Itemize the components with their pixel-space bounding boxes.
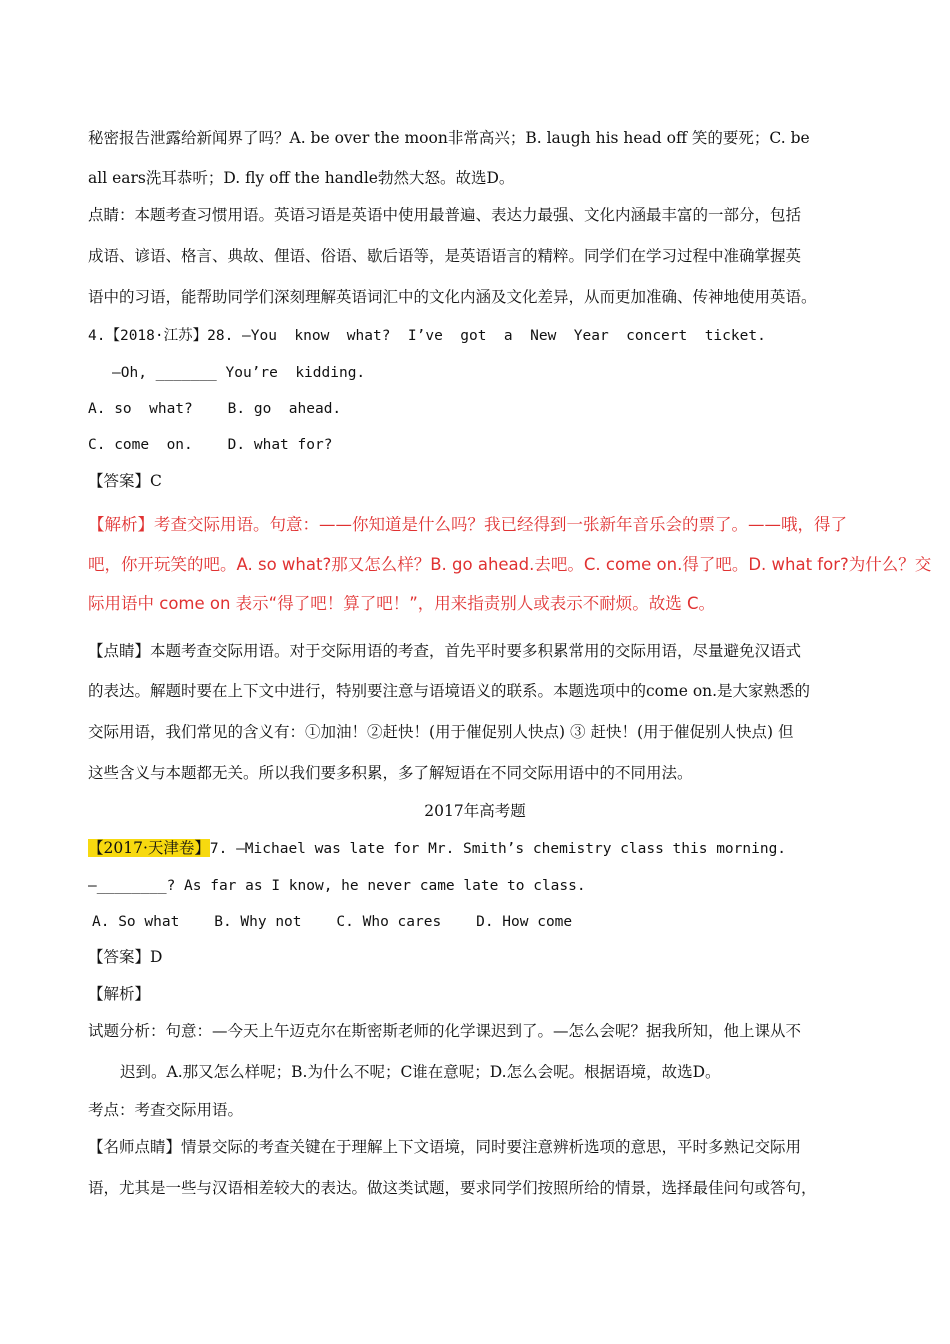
source-tag-highlight: 【2017·天津卷】 (88, 839, 210, 857)
section-heading-2017: 2017年高考题 (424, 802, 526, 820)
question-4-response: —Oh, _______ You’re kidding. (112, 365, 366, 381)
question-7-analysis: 试题分析：句意：—今天上午迈克尔在斯密斯老师的化学课迟到了。—怎么会呢？据我所知，他上课从不 (88, 1022, 802, 1040)
question-4-analysis: 【解析】考查交际用语。句意：——你知道是什么吗？我已经得到一张新年音乐会的票了。——哦，得了 (88, 515, 847, 534)
text-line: 的表达。解题时要在上下文中进行，特别要注意与语境语义的联系。本题选项中的come on.是大家熟悉的 (88, 682, 811, 700)
text-line: 语，尤其是一些与汉语相差较大的表达。做这类试题，要求同学们按照所给的情景，选择最佳问句或答句， (88, 1179, 817, 1197)
tip-paragraph: 点睛：本题考查习惯用语。英语习语是英语中使用最普遍、表达力最强、文化内涵最丰富的一部分，包括 (88, 206, 802, 224)
text-line: all ears洗耳恭听；D. fly off the handle勃然大怒。故选D。 (88, 169, 515, 187)
question-4-analysis: 际用语中 come on 表示“得了吧！算了吧！”，用来指责别人或表示不耐烦。故选 C。 (88, 594, 716, 613)
question-7-answer: 【答案】D (88, 948, 163, 966)
text-line: 语中的习语，能帮助同学们深刻理解英语词汇中的文化内涵及文化差异，从而更加准确、传神地使用英语。 (88, 288, 817, 306)
question-7-tip: 【名师点睛】情景交际的考查关键在于理解上下文语境，同时要注意辨析选项的意思，平时多熟记交际用 (88, 1138, 802, 1156)
question-7-response: —________? As far as I know, he never came late to class. (88, 878, 586, 894)
question-7-stem: 7. —Michael was late for Mr. Smith’s chemistry class this morning. (209, 841, 787, 857)
question-7-analysis-label: 【解析】 (88, 985, 151, 1003)
question-4-stem: 4.【2018·江苏】28. —You know what? I’ve got a New Year concert ticket. (88, 328, 766, 344)
question-7-stem-line (88, 837, 878, 860)
question-4-answer: 【答案】C (88, 472, 162, 490)
question-7-analysis: 迟到。A.那又怎么样呢；B.为什么不呢；C谁在意呢；D.怎么会呢。根据语境，故选D。 (120, 1063, 721, 1081)
question-4-options-ab: A. so what? B. go ahead. (88, 401, 342, 417)
question-4-analysis: 吧，你开玩笑的吧。A. so what?那又怎么样？B. go ahead.去吧。C. come on.得了吧。D. what for?为什么？交 (88, 555, 932, 574)
question-4-options-cd: C. come on. D. what for? (88, 437, 333, 453)
question-7-topic: 考点：考查交际用语。 (88, 1101, 244, 1119)
text-line: 秘密报告泄露给新闻界了吗？A. be over the moon非常高兴；B. laugh his head off 笑的要死；C. be (88, 129, 810, 147)
text-line: 成语、谚语、格言、典故、俚语、俗语、歇后语等，是英语语言的精粹。同学们在学习过程中准确掌握英 (88, 247, 802, 265)
text-line: 交际用语，我们常见的含义有：①加油！②赶快！(用于催促别人快点) ③ 赶快！(用于催促别人快点) 但 (88, 723, 794, 741)
question-4-tip: 【点睛】本题考查交际用语。对于交际用语的考查，首先平时要多积累常用的交际用语，尽量避免汉语式 (88, 642, 802, 660)
question-7-options: A. So what B. Why not C. Who cares D. How come (92, 914, 573, 930)
text-line: 这些含义与本题都无关。所以我们要多积累，多了解短语在不同交际用语中的不同用法。 (88, 764, 693, 782)
